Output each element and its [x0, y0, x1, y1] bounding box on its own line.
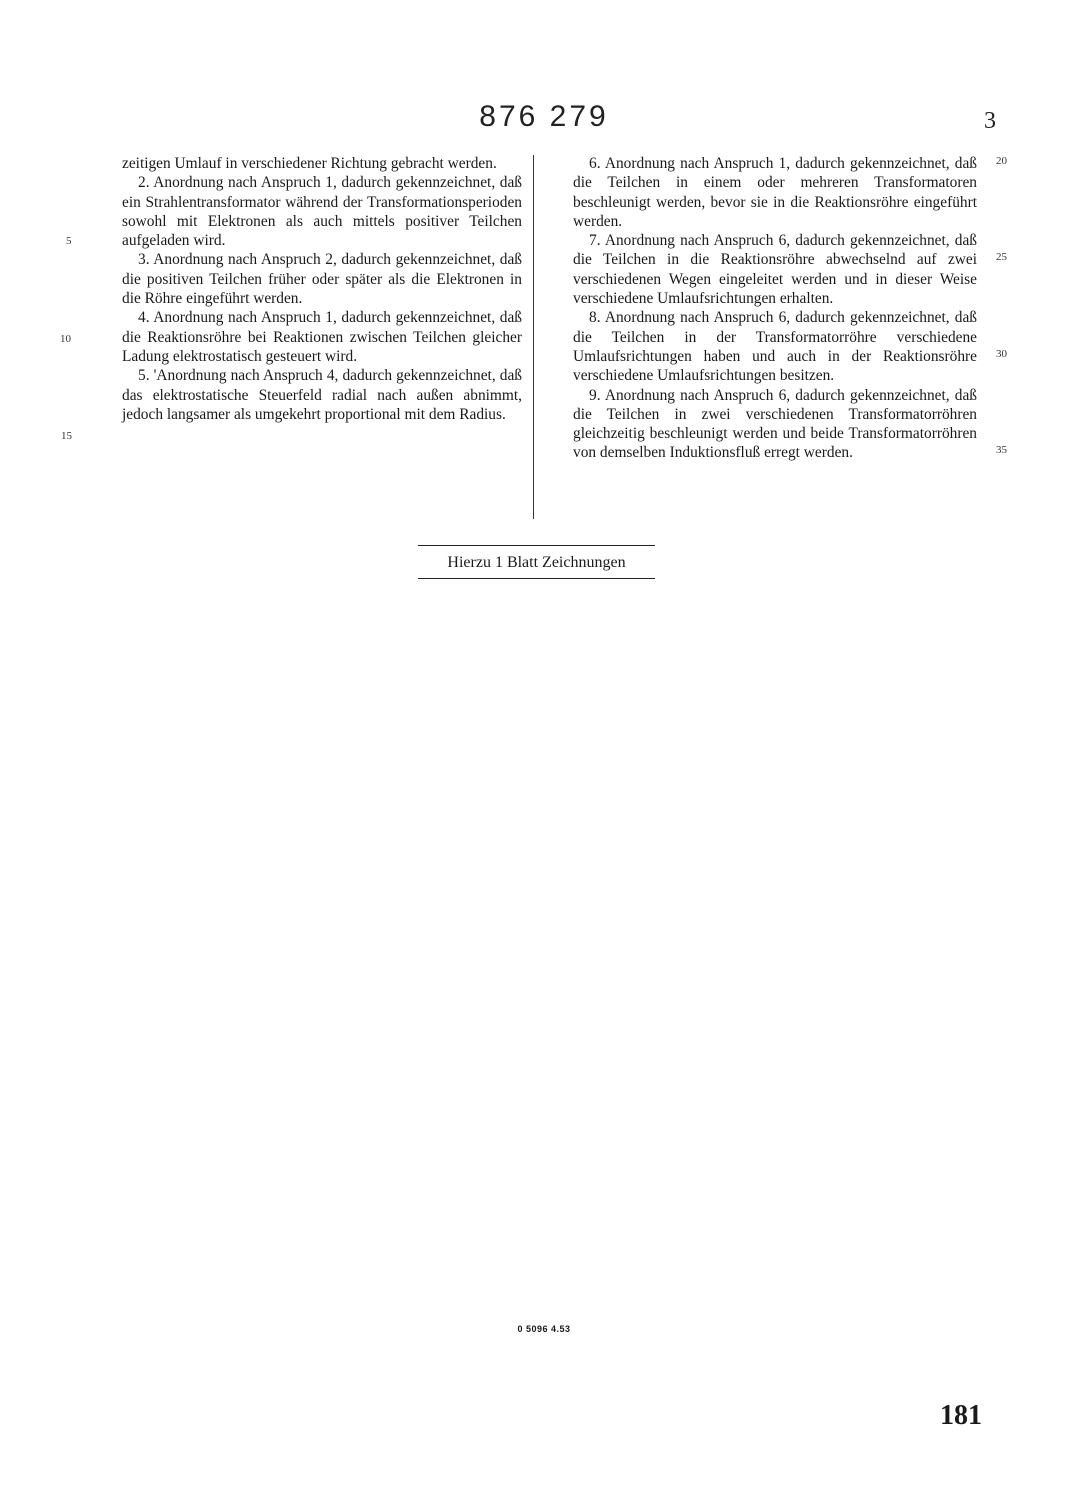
left-column [122, 154, 522, 424]
line-marker-15: 15 [61, 430, 72, 442]
claim-7: 7. Anordnung nach Anspruch 6, dadurch gekennzeichnet, daß die Teilchen in die Reaktionsröhre abwechselnd auf zwei verschiedenen Wegen eingeleitet werden und in dieser Weise verschiedene Umlaufsrichtungen erhalten. [573, 232, 977, 308]
claim-6: 6. Anordnung nach Anspruch 1, dadurch gekennzeichnet, daß die Teilchen in einem oder mehreren Transformatoren beschleunigt werden, bevor sie in die Reaktionsröhre eingeführt werden. [573, 155, 977, 230]
line-marker-10: 10 [60, 333, 71, 345]
sheet-number: 181 [940, 1400, 982, 1431]
claim-continuation: zeitigen Umlauf in verschiedener Richtung gebracht werden. [122, 155, 497, 172]
claim-9: 9. Anordnung nach Anspruch 6, dadurch gekennzeichnet, daß die Teilchen in zwei verschiedenen Transformatorröhren gleichzeitig beschleunigt werden und beide Transformatorröhren von demselben Induktionsfluß erregt werden. [573, 386, 977, 462]
claim-5: 5. 'Anordnung nach Anspruch 4, dadurch gekennzeichnet, daß das elektrostatische Steuerfeld radial nach außen abnimmt, jedoch langsamer als umgekehrt proportional mit dem Radius. [122, 367, 522, 423]
line-marker-35: 35 [996, 444, 1007, 456]
claim-2: 2. Anordnung nach Anspruch 1, dadurch gekennzeichnet, daß ein Strahlentransformator während der Transformationsperioden sowohl mit Elektronen als auch mittels positiver Teilchen aufgeladen wird. [122, 174, 522, 250]
line-marker-20: 20 [996, 155, 1007, 167]
column-divider [533, 155, 534, 519]
drawings-note: Hierzu 1 Blatt Zeichnungen [418, 545, 655, 579]
right-column [573, 154, 977, 463]
line-marker-30: 30 [996, 348, 1007, 360]
patent-number: 876 279 [479, 100, 609, 133]
claim-8: 8. Anordnung nach Anspruch 6, dadurch gekennzeichnet, daß die Teilchen in der Transformatorröhre verschiedene Umlaufsrichtungen haben und auch in der Reaktionsröhre verschiedene Umlaufsrichtungen besitzen. [573, 309, 977, 385]
claim-4: 4. Anordnung nach Anspruch 1, dadurch gekennzeichnet, daß die Reaktionsröhre bei Reaktionen zwischen Teilchen gleicher Ladung elektrostatisch gesteuert wird. [122, 309, 522, 365]
line-marker-5: 5 [66, 235, 72, 247]
print-code: 0 5096 4.53 [517, 1324, 571, 1334]
line-marker-25: 25 [996, 251, 1007, 263]
claim-3: 3. Anordnung nach Anspruch 2, dadurch gekennzeichnet, daß die positiven Teilchen früher oder später als die Elektronen in die Röhre eingeführt werden. [122, 251, 522, 308]
page-number: 3 [984, 108, 996, 134]
